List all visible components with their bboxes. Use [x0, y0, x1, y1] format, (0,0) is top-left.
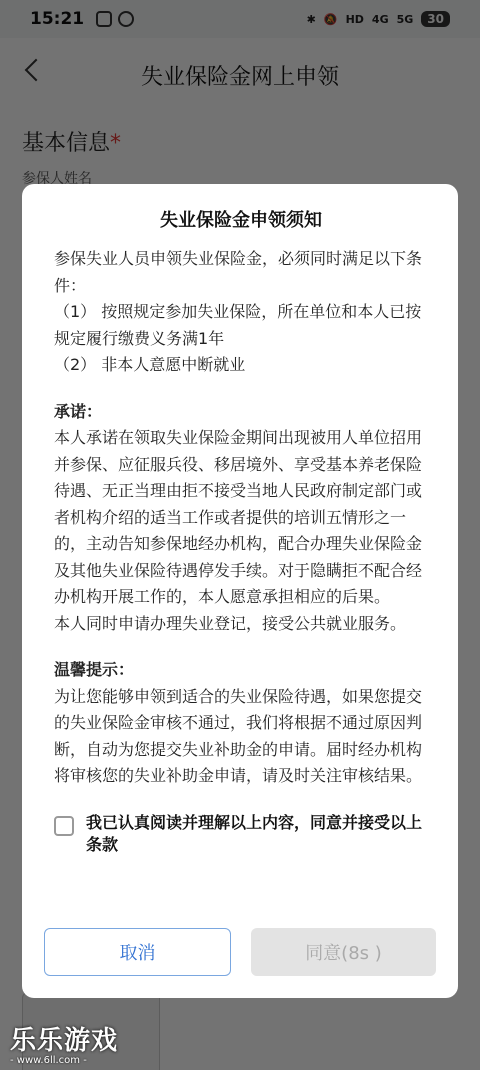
- watermark: [10, 1020, 118, 1066]
- notice-dialog: [22, 184, 458, 998]
- tips-heading: 温馨提示：: [54, 660, 135, 679]
- cancel-button[interactable]: 取消: [44, 928, 231, 976]
- watermark-brand: 乐乐游戏: [10, 1026, 119, 1056]
- agree-button[interactable]: 同意(8s ): [251, 928, 436, 976]
- promise-text-1: 本人承诺在领取失业保险金期间出现被用人单位招用并参保、应征服兵役、移居境外、享受基本养老保险待遇、无正当理由拒不接受当地人民政府制定部门或者机构介绍的适当工作或者提供的培训五情形之一的，主动告知参保地经办机构，配合办理失业保险金及其他失业保险待遇停发手续。对于隐瞒拒不配合经办机构开展工作的，本人愿意承担相应的后果。: [54, 428, 423, 606]
- promise-text-2: 本人同时申请办理失业登记，接受公共就业服务。: [54, 613, 407, 633]
- tips-text: 为让您能够申领到适合的失业保险待遇，如果您提交的失业保险金审核不通过，我们将根据不通过原因判断，自动为您提交失业补助金的申请。届时经办机构将审核您的失业补助金申请，请及时关注审核结果。: [54, 686, 423, 785]
- agree-text: 我已认真阅读并理解以上内容，同意并接受以上条款: [86, 812, 423, 854]
- dialog-title: 失业保险金申领须知: [160, 210, 322, 231]
- dialog-buttons: [44, 928, 436, 976]
- watermark-url: - www.6ll.com -: [10, 1055, 87, 1066]
- agree-checkbox[interactable]: [54, 816, 74, 836]
- agree-row[interactable]: [54, 812, 428, 856]
- condition-2: （2） 非本人意愿中断就业: [54, 355, 246, 374]
- dialog-intro: 参保失业人员申领失业保险金，必须同时满足以下条件：: [54, 249, 423, 295]
- condition-1: （1） 按照规定参加失业保险，所在单位和本人已按规定履行缴费义务满1年: [54, 302, 422, 348]
- promise-heading: 承诺：: [54, 401, 103, 421]
